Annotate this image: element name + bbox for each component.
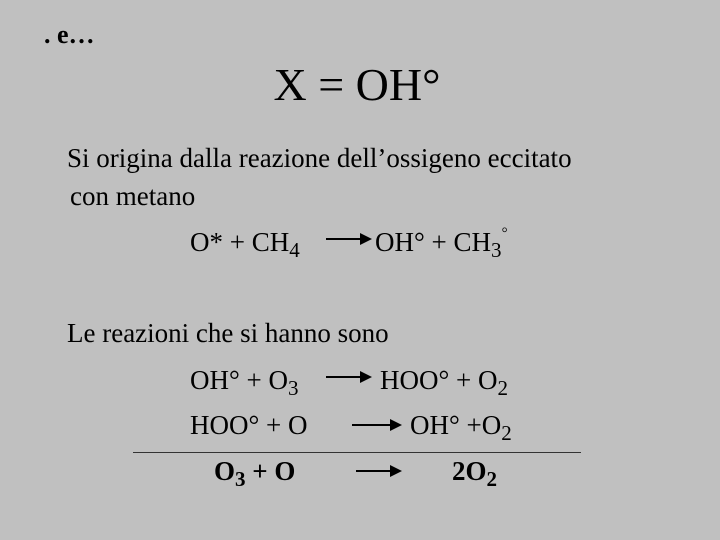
reaction1-arrow-icon — [326, 370, 372, 384]
reaction3-rhs-subscript: 2 — [486, 466, 498, 491]
reaction3-rhs — [452, 456, 498, 491]
reaction0-lhs-subscript: 4 — [289, 237, 300, 262]
reaction2-rhs-text: OH° +O — [410, 410, 502, 440]
reaction2-arrow-icon — [352, 418, 402, 432]
reaction1-rhs-text: HOO° + O — [380, 365, 498, 395]
reaction1-rhs-subscript: 2 — [497, 375, 509, 400]
reactions-heading: Le reazioni che si hanno sono — [67, 318, 389, 348]
reaction2-rhs — [410, 410, 512, 445]
sum-divider — [133, 452, 581, 453]
reaction0-lhs — [190, 227, 300, 262]
reaction3-lhs — [214, 456, 296, 491]
reaction0-rhs-superscript: ° — [501, 225, 508, 242]
reaction3-lhs-text-a: O — [214, 456, 236, 486]
reaction3-lhs-subscript: 3 — [235, 466, 246, 491]
slide-title — [0, 58, 720, 111]
reaction0-arrow-icon — [326, 232, 372, 246]
reaction3-arrow-icon — [356, 464, 402, 478]
reaction1-lhs — [190, 365, 299, 400]
slide-title-text: X = OH° — [273, 59, 441, 110]
reaction0-rhs-text: OH° + CH — [375, 227, 492, 257]
reaction1-lhs-subscript: 3 — [288, 375, 299, 400]
reaction0-rhs-subscript: 3 — [491, 237, 502, 262]
reaction1-rhs — [380, 365, 509, 400]
reaction0-rhs — [375, 225, 508, 262]
reaction3-lhs-text-b: + O — [245, 456, 296, 486]
intro-line-1: Si origina dalla reazione dell’ossigeno eccitato — [67, 143, 572, 173]
reaction3-rhs-text: 2O — [452, 456, 487, 486]
reaction2-lhs: HOO° + O — [190, 410, 308, 440]
reaction2-rhs-subscript: 2 — [501, 420, 512, 445]
reaction1-lhs-text: OH° + O — [190, 365, 289, 395]
reaction0-lhs-text: O* + CH — [190, 227, 290, 257]
slide-corner-label: . e… — [44, 20, 95, 49]
intro-line-2: con metano — [70, 181, 196, 211]
